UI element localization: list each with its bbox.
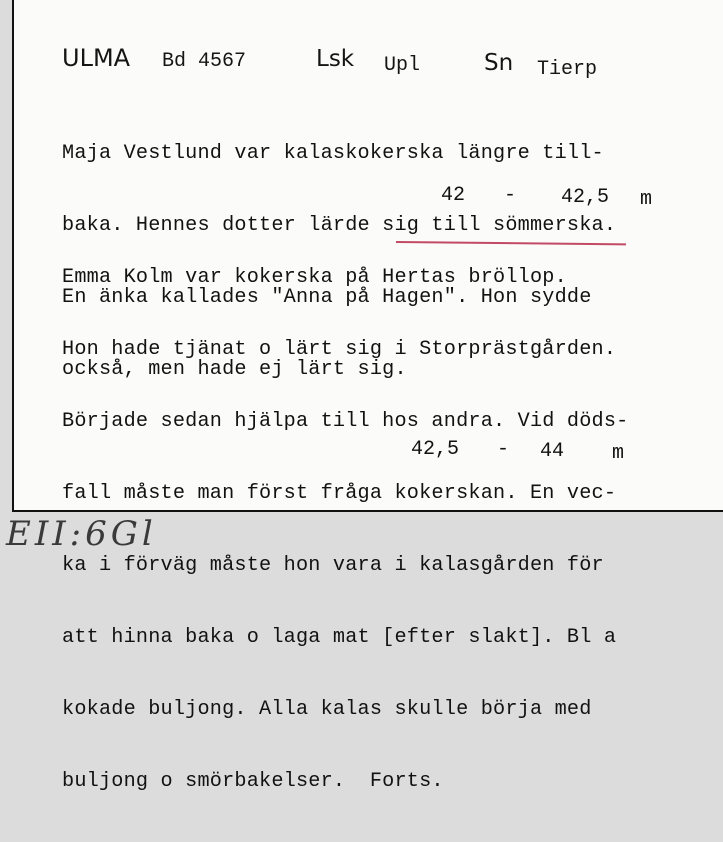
- measure-to: 42,5: [561, 186, 610, 209]
- text-line: Maja Vestlund var kalaskokerska längre till-: [62, 142, 604, 165]
- socken-value: Tierp: [537, 58, 598, 81]
- text-line: En änka kallades "Anna på Hagen". Hon sydde: [62, 286, 592, 309]
- measure-unit: m: [640, 188, 653, 211]
- text-line: att hinna baka o laga mat [efter slakt]. Bl a: [62, 626, 617, 649]
- socken-label: Sn: [484, 50, 514, 76]
- text-line: Började sedan hjälpa till hos andra. Vid döds-: [62, 410, 629, 433]
- paragraph-2: [62, 218, 702, 842]
- card-header: [14, 44, 723, 84]
- measure-dash: -: [497, 438, 510, 461]
- measure-dash: -: [504, 184, 517, 207]
- text-line: baka. Hennes dotter lärde sig till sömmerska.: [62, 214, 617, 237]
- record-number: Bd 4567: [162, 50, 247, 73]
- archive-name: ULMA: [62, 44, 131, 72]
- measure-from: 42,5: [411, 438, 460, 461]
- text-line: Emma Kolm var kokerska på Hertas bröllop.: [62, 266, 567, 289]
- measure-unit: m: [612, 442, 625, 465]
- landskap-value: Upl: [384, 54, 421, 77]
- text-line: också, men hade ej lärt sig.: [62, 358, 407, 381]
- measure-from: 42: [441, 184, 466, 207]
- landskap-label: Lsk: [316, 46, 355, 72]
- text-line: kokade buljong. Alla kalas skulle börja med: [62, 698, 592, 721]
- card-corner-shadow: [713, 512, 723, 558]
- measure-to: 44: [540, 440, 565, 463]
- text-line: ka i förväg måste hon vara i kalasgården för: [62, 554, 604, 577]
- text-line: fall måste man först fråga kokerskan. En vec-: [62, 482, 617, 505]
- archive-reference: EII:6Gl: [6, 514, 157, 554]
- text-line: buljong o smörbakelser. Forts.: [62, 770, 444, 793]
- text-line: Hon hade tjänat o lärt sig i Storprästgården.: [62, 338, 617, 361]
